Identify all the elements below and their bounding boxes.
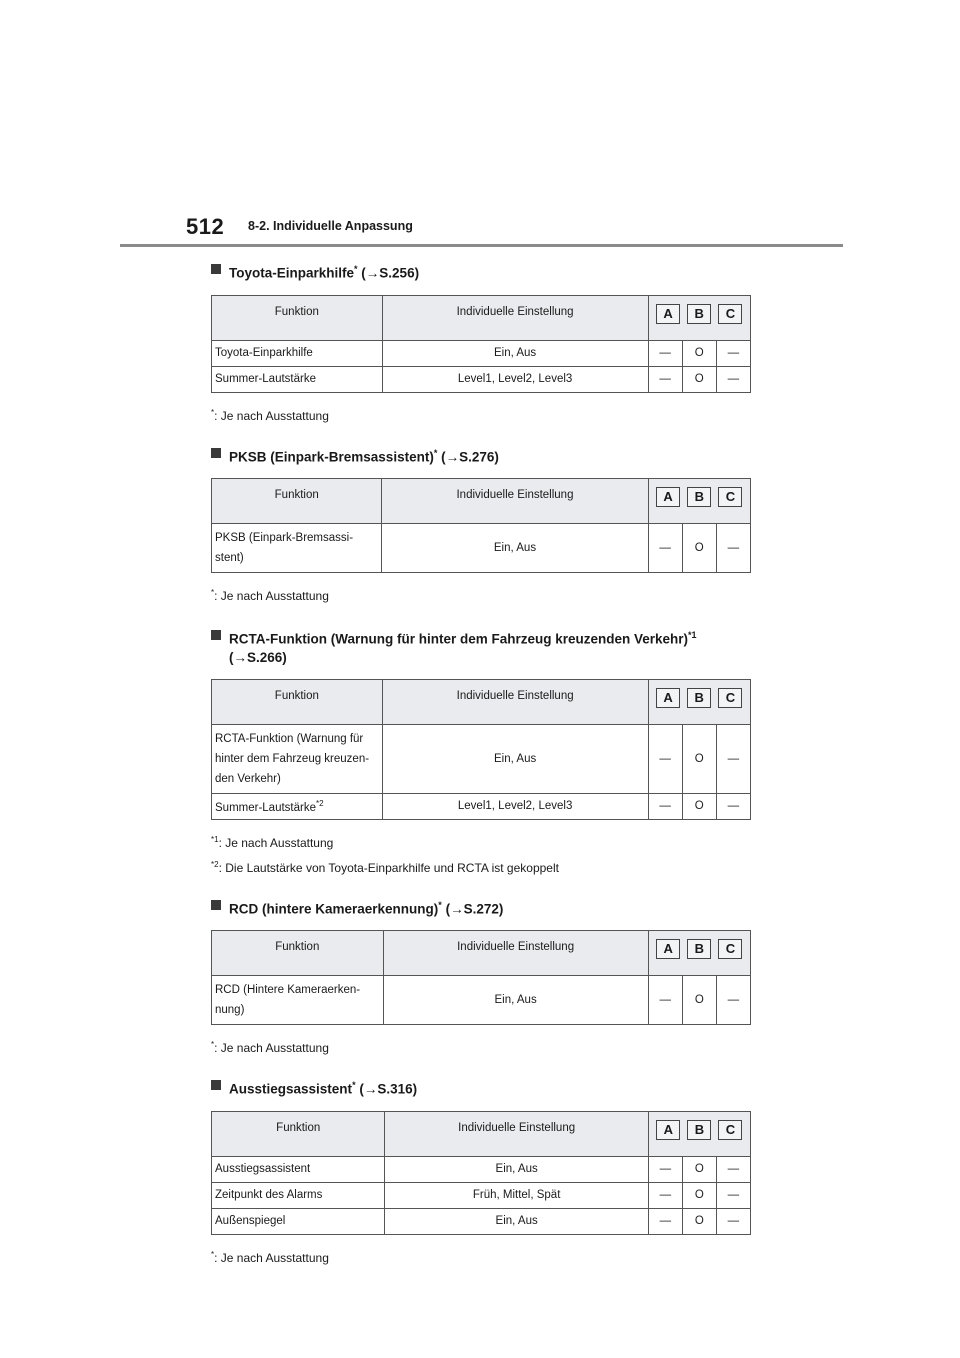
- cell-b: O: [682, 793, 716, 819]
- cell-line: hinter dem Fahrzeug kreuzen-: [215, 752, 370, 765]
- page-reference-link[interactable]: (→S.316): [359, 1081, 418, 1097]
- header-einstellung: Individuelle Einstellung: [383, 931, 648, 976]
- cell-c: —: [716, 1208, 750, 1234]
- page-reference-link[interactable]: (→S.256): [361, 265, 420, 281]
- footnote-mark: *2: [211, 859, 219, 869]
- page-header: [0, 0, 960, 248]
- table-header-row: [212, 479, 751, 524]
- cell-a: —: [648, 1182, 682, 1208]
- column-b-box: B: [687, 1120, 711, 1140]
- header-abc: [648, 679, 750, 724]
- column-c-box: C: [718, 939, 742, 959]
- cell-a: —: [648, 976, 682, 1025]
- cell-a: —: [648, 524, 682, 573]
- table-row: [212, 1208, 751, 1234]
- footnote-mark: *2: [315, 798, 324, 808]
- cell-line: RCTA-Funktion (Warnung für: [215, 732, 364, 745]
- cell-c: —: [716, 366, 750, 392]
- settings-table: [211, 478, 751, 573]
- square-bullet-icon: [211, 448, 221, 458]
- cell-a: —: [648, 1208, 682, 1234]
- table-row: [212, 724, 751, 793]
- cell-text: Toyota-Einparkhilfe: [215, 347, 313, 359]
- table-row: [212, 524, 751, 573]
- table-row: [212, 340, 751, 366]
- column-b-box: B: [687, 487, 711, 507]
- footnote-mark: *1: [688, 630, 697, 640]
- cell-funktion: [212, 724, 383, 793]
- cell-line: stent): [215, 552, 244, 564]
- section: [211, 896, 751, 1059]
- section-heading: [211, 1076, 751, 1099]
- footnote-mark: *: [352, 1080, 356, 1090]
- footnote-text: : Je nach Ausstattung: [214, 1250, 329, 1265]
- cell-b: O: [682, 1208, 716, 1234]
- cell-b: O: [682, 1182, 716, 1208]
- section-title: PKSB (Einpark-Bremsassistent): [229, 449, 434, 464]
- settings-table: [211, 1111, 751, 1235]
- cell-funktion: [212, 793, 383, 819]
- header-einstellung: Individuelle Einstellung: [385, 1111, 648, 1156]
- cell-funktion: [212, 340, 383, 366]
- cell-einstellung: Level1, Level2, Level3: [382, 366, 648, 392]
- cell-einstellung: Ein, Aus: [383, 976, 648, 1025]
- footnote: [211, 583, 751, 606]
- footnote-mark: *: [211, 407, 215, 417]
- footnote-mark: *: [211, 1249, 215, 1259]
- header-abc: [648, 479, 750, 524]
- cell-a: —: [648, 793, 682, 819]
- cell-c: —: [716, 1182, 750, 1208]
- page-reference-link[interactable]: (→S.266): [229, 649, 287, 665]
- footnote-mark: *: [211, 588, 215, 597]
- column-c-box: C: [718, 304, 742, 324]
- cell-a: —: [648, 340, 682, 366]
- cell-text: Ausstiegsassistent: [215, 1163, 311, 1175]
- column-a-box: A: [656, 688, 680, 708]
- cell-b: O: [682, 524, 716, 573]
- section-title: RCD (hintere Kameraerkennung): [229, 901, 439, 916]
- table-row: [212, 1156, 751, 1182]
- footnote: [211, 403, 751, 426]
- footnote-text: : Die Lautstärke von Toyota-Einparkhilfe und RCTA ist gekoppelt: [218, 860, 559, 875]
- cell-b: O: [682, 366, 716, 392]
- cell-funktion: [212, 1182, 385, 1208]
- footnote-text: : Je nach Ausstattung: [214, 1041, 329, 1055]
- table-header-row: [212, 1111, 751, 1156]
- table-row: [212, 366, 751, 392]
- section-title: RCTA-Funktion (Warnung für hinter dem Fahrzeug kreuzenden Verkehr): [229, 631, 689, 647]
- header-funktion: Funktion: [212, 679, 383, 724]
- cell-einstellung: Ein, Aus: [382, 724, 648, 793]
- cell-c: —: [716, 724, 750, 793]
- cell-einstellung: Ein, Aus: [385, 1156, 648, 1182]
- footnote-text: : Je nach Ausstattung: [214, 589, 329, 603]
- column-b-box: B: [687, 939, 711, 959]
- header-abc: [648, 295, 750, 340]
- footnote-mark: *: [211, 1040, 215, 1049]
- chapter-title: 8-2. Individuelle Anpassung: [248, 219, 413, 233]
- settings-table: [211, 930, 751, 1025]
- header-abc: [648, 1111, 750, 1156]
- page-reference-link[interactable]: (→S.272): [445, 901, 504, 916]
- cell-einstellung: Ein, Aus: [385, 1208, 648, 1234]
- cell-a: —: [648, 724, 682, 793]
- section-title: Toyota-Einparkhilfe: [229, 265, 355, 281]
- cell-b: O: [682, 724, 716, 793]
- footnote: [211, 1245, 751, 1268]
- footnote-mark: *1: [211, 834, 219, 844]
- column-c-box: C: [718, 1120, 742, 1140]
- cell-line: nung): [215, 1004, 245, 1016]
- table-row: [212, 793, 751, 819]
- table-header-row: [212, 679, 751, 724]
- cell-a: —: [648, 1156, 682, 1182]
- cell-einstellung: Früh, Mittel, Spät: [385, 1182, 648, 1208]
- cell-c: —: [716, 340, 750, 366]
- cell-line: RCD (Hintere Kameraerken-: [215, 984, 361, 996]
- cell-c: —: [716, 524, 750, 573]
- cell-text: Außenspiegel: [215, 1215, 286, 1227]
- column-a-box: A: [656, 1120, 680, 1140]
- header-einstellung: Individuelle Einstellung: [382, 679, 648, 724]
- section-title: Ausstiegsassistent: [229, 1081, 353, 1097]
- footnote: [211, 855, 751, 878]
- cell-funktion: [212, 366, 383, 392]
- cell-b: O: [682, 1156, 716, 1182]
- cell-funktion: [212, 976, 384, 1025]
- section: [211, 626, 751, 878]
- cell-einstellung: Level1, Level2, Level3: [382, 793, 648, 819]
- cell-text: Summer-Lautstärke: [215, 373, 316, 385]
- cell-einstellung: Ein, Aus: [382, 524, 648, 573]
- cell-einstellung: Ein, Aus: [382, 340, 648, 366]
- section-heading: [211, 896, 751, 919]
- header-abc: [648, 931, 750, 976]
- cell-funktion: [212, 524, 382, 573]
- footnote-mark: *: [438, 899, 442, 910]
- cell-c: —: [716, 976, 750, 1025]
- settings-table: [211, 679, 751, 820]
- header-einstellung: Individuelle Einstellung: [382, 295, 648, 340]
- square-bullet-icon: [211, 630, 221, 640]
- cell-b: O: [682, 340, 716, 366]
- page-number: 512: [186, 214, 225, 239]
- cell-a: —: [648, 366, 682, 392]
- section-heading: [211, 626, 751, 667]
- footnote-mark: *: [354, 264, 358, 274]
- column-a-box: A: [656, 304, 680, 324]
- header-rule: [120, 244, 843, 247]
- footnote-text: : Je nach Ausstattung: [218, 835, 334, 850]
- section-heading: [211, 260, 751, 283]
- footnote: [211, 1035, 751, 1058]
- column-c-box: C: [718, 487, 742, 507]
- table-row: [212, 976, 751, 1025]
- footnote-mark: *: [433, 447, 438, 458]
- cell-funktion: [212, 1208, 385, 1234]
- header-einstellung: Individuelle Einstellung: [382, 479, 648, 524]
- page-content: [211, 254, 751, 1268]
- column-a-box: A: [656, 487, 680, 507]
- section: [211, 444, 751, 607]
- section: [211, 260, 751, 426]
- square-bullet-icon: [211, 264, 221, 274]
- settings-table: [211, 295, 751, 393]
- footnote: [211, 830, 751, 853]
- cell-c: —: [716, 793, 750, 819]
- cell-text: Summer-Lautstärke: [215, 801, 316, 814]
- column-b-box: B: [687, 304, 711, 324]
- square-bullet-icon: [211, 900, 221, 910]
- table-header-row: [212, 931, 751, 976]
- header-funktion: Funktion: [212, 295, 383, 340]
- header-funktion: Funktion: [212, 931, 384, 976]
- table-row: [212, 1182, 751, 1208]
- column-b-box: B: [687, 688, 711, 708]
- cell-line: den Verkehr): [215, 772, 281, 785]
- page-reference-link[interactable]: (→S.276): [441, 449, 499, 464]
- column-a-box: A: [656, 939, 680, 959]
- cell-line: PKSB (Einpark-Bremsassi-: [215, 532, 354, 544]
- table-header-row: [212, 295, 751, 340]
- cell-c: —: [716, 1156, 750, 1182]
- square-bullet-icon: [211, 1080, 221, 1090]
- cell-funktion: [212, 1156, 385, 1182]
- column-c-box: C: [718, 688, 742, 708]
- cell-b: O: [682, 976, 716, 1025]
- header-funktion: Funktion: [212, 1111, 385, 1156]
- section-heading: [211, 444, 751, 467]
- footnote-text: : Je nach Ausstattung: [214, 408, 329, 423]
- cell-text: Zeitpunkt des Alarms: [215, 1189, 323, 1201]
- header-funktion: Funktion: [212, 479, 382, 524]
- section: [211, 1076, 751, 1268]
